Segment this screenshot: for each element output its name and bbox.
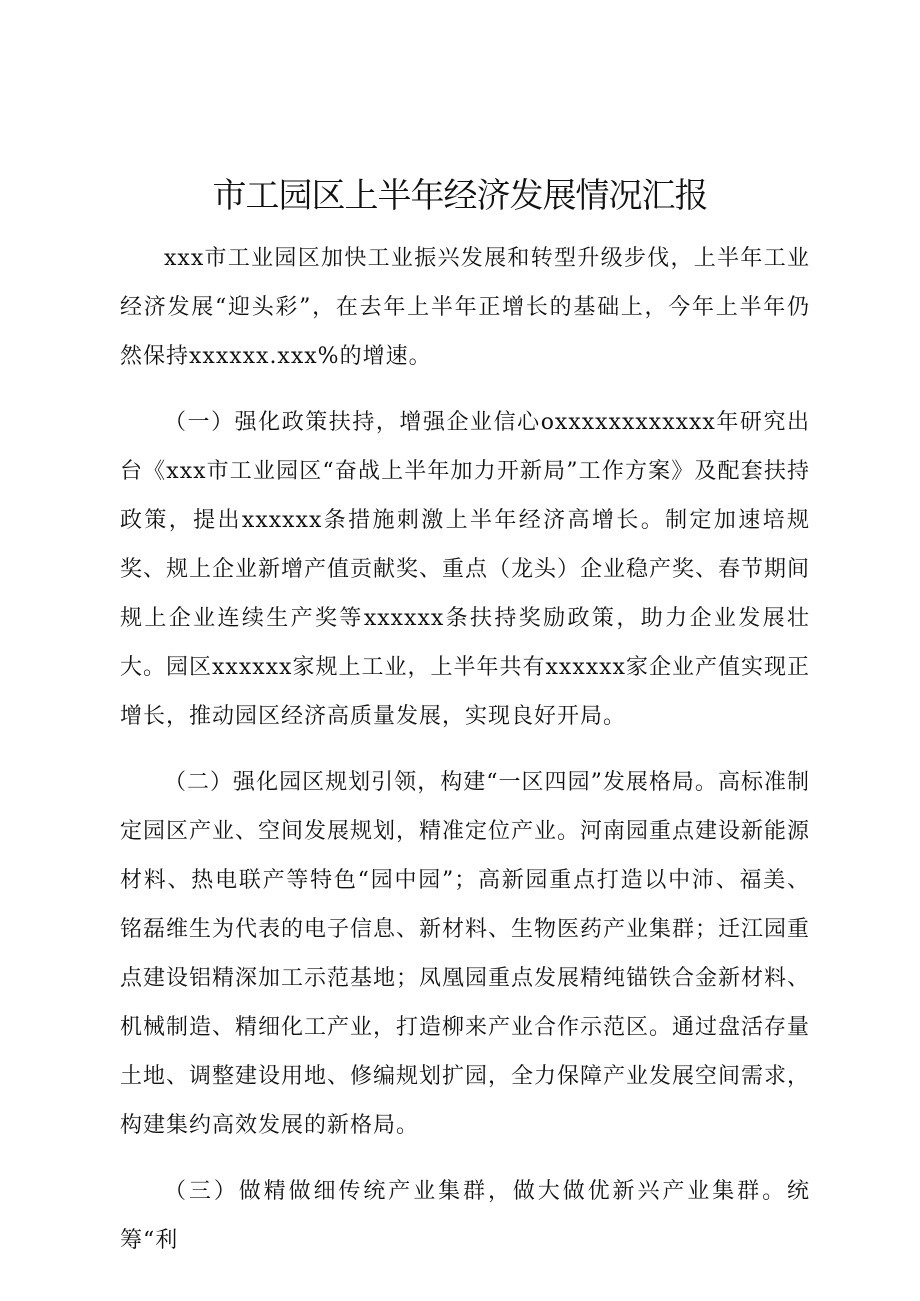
paragraph-section-2: （二）强化园区规划引领，构建“一区四园”发展格局。高标准制定园区产业、空间发展规划，精准定位产业。河南园重点建设新能源材料、热电联产等特色“园中园”；高新园重点打造以中沛、福美、铭磊维生为代表的电子信息、新材料、生物医药产业集群；迁江园重点建设铝精深加工示范基地；凤凰园重点发展精纯锚铁合金新材料、机械制造、精细化工产业，打造柳来产业合作示范区。通过盘活存量土地、调整建设用地、修编规划扩园，全力保障产业发展空间需求，构建集约高效发展的新格局。: [120, 770, 811, 1138]
paragraph-intro: xxx市工业园区加快工业振兴发展和转型升级步伐，上半年工业经济发展“迎头彩”，在去年上半年正增长的基础上，今年上半年仍然保持xxxxxx.xxx%的增速。: [120, 246, 810, 369]
paragraph-gap: [120, 381, 810, 398]
paragraph-gap: [120, 741, 810, 758]
document-title: 市工园区上半年经济发展情况汇报: [212, 176, 708, 216]
paragraph-section-1: （一）强化政策扶持，增强企业信心oxxxxxxxxxxxx年研究出台《xxx市工业园区“奋战上半年加力开新局”工作方案》及配套扶持政策，提出xxxxxx条措施刺激上半年经济高增长。制定加速培规奖、规上企业新增产值贡献奖、重点（龙头）企业稳产奖、春节期间规上企业连续生产奖等xxxxxx条扶持奖励政策，助力企业发展壮大。园区xxxxxx家规上工业，上半年共有xxxxxx家企业产值实现正增长，推动园区经济高质量发展，实现良好开局。: [120, 410, 811, 729]
paragraph-section-3: （三）做精做细传统产业集群，做大做优新兴产业集群。统筹“利: [120, 1179, 810, 1253]
document-body: [120, 234, 810, 1265]
paragraph-gap: [120, 1150, 810, 1167]
